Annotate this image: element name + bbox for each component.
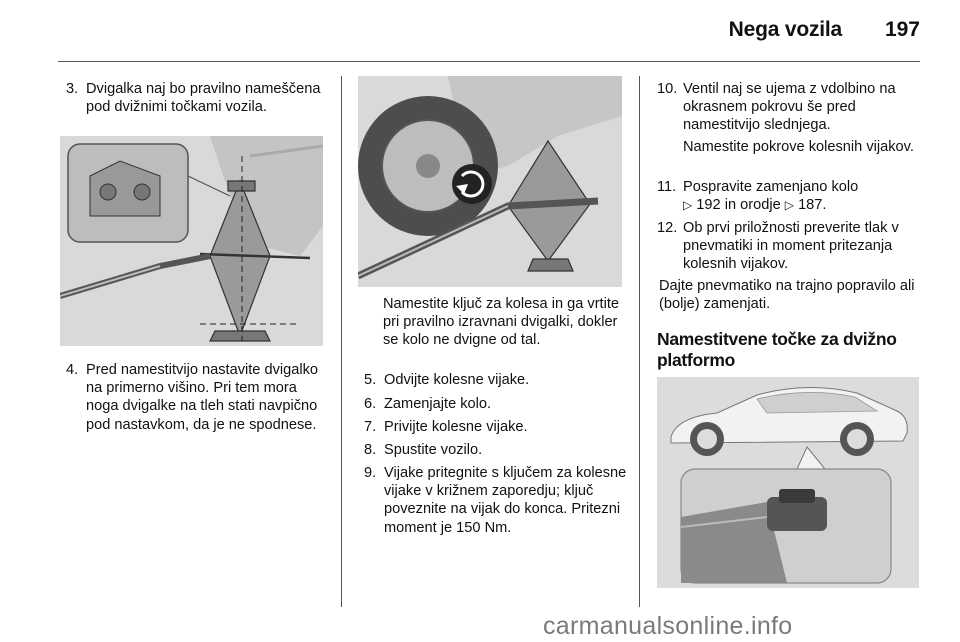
step-text: Odvijte kolesne vijake. [384, 372, 530, 388]
page-reference-link[interactable]: 187. [798, 197, 827, 214]
page-number: 197 [884, 18, 920, 41]
step-number: 10. [657, 81, 678, 97]
step-10-extra: Namestite pokrove kolesnih vijakov. [683, 139, 914, 155]
watermark: carmanualsonline.info [543, 612, 793, 640]
repair-note: Dajte pnevmatiko na trajno popravilo ali (bolje) zamenjati. [659, 278, 915, 313]
step-number: 6. [364, 396, 377, 412]
step-text: Pred namestitvijo nastavite dvigalko na primerno višino. Pri tem mora noga dvigalke na tleh stati navpično pod nastavkom, da je ne spodnese. [86, 362, 318, 433]
header-rule [58, 61, 920, 62]
reference-arrow-icon: ▷ [784, 198, 794, 213]
step-crank-instruction: Namestite ključ za kolesa in ga vrtite pri pravilno izravnani dvigalki, dokler se kolo ne dvigne od tal. [383, 296, 620, 349]
step-number: 11. [657, 179, 677, 195]
step-number: 9. [364, 465, 377, 481]
page-reference-link[interactable]: 192 [696, 197, 721, 214]
step-number: 5. [364, 372, 377, 388]
step-number: 12. [657, 220, 678, 236]
jack-placement-illustration [60, 136, 323, 346]
column-divider-2 [639, 76, 640, 607]
step-11-text-mid: in orodje [724, 197, 781, 214]
step-number: 4. [66, 362, 79, 378]
step-text: Ob prvi priložnosti preverite tlak v pnevmatiki in moment pritezanja kolesnih vijakov. [683, 220, 899, 273]
step-text: Spustite vozilo. [384, 442, 483, 458]
lift-points-illustration [657, 377, 919, 588]
step-text: Privijte kolesne vijake. [384, 419, 528, 435]
jack-raising-illustration [358, 76, 622, 287]
step-number: 7. [364, 419, 377, 435]
section-heading-line2: platformo [657, 350, 735, 370]
reference-arrow-icon: ▷ [683, 198, 693, 213]
step-text: Dvigalka naj bo pravilno nameščena pod dvižnimi točkami vozila. [86, 81, 321, 116]
step-text [683, 178, 921, 214]
column-divider-1 [341, 76, 342, 607]
step-text: Vijake pritegnite s ključem za kolesne vijake v križnem zaporedju; ključ poveznite na vijak do konca. Pritezni moment je 150 Nm. [384, 465, 627, 536]
chapter-title: Nega vozila [728, 18, 842, 41]
step-text: Zamenjajte kolo. [384, 396, 492, 412]
step-11-text: Pospravite zamenjano kolo [683, 179, 859, 195]
step-number: 3. [66, 81, 79, 97]
page-header [0, 0, 960, 60]
section-heading [657, 329, 927, 371]
section-heading-line1: Namestitvene točke za dvižno [657, 329, 897, 349]
step-number: 8. [364, 442, 377, 458]
step-text: Ventil naj se ujema z vdolbino na okrasnem pokrovu še pred namestitvijo slednjega. [683, 81, 896, 134]
